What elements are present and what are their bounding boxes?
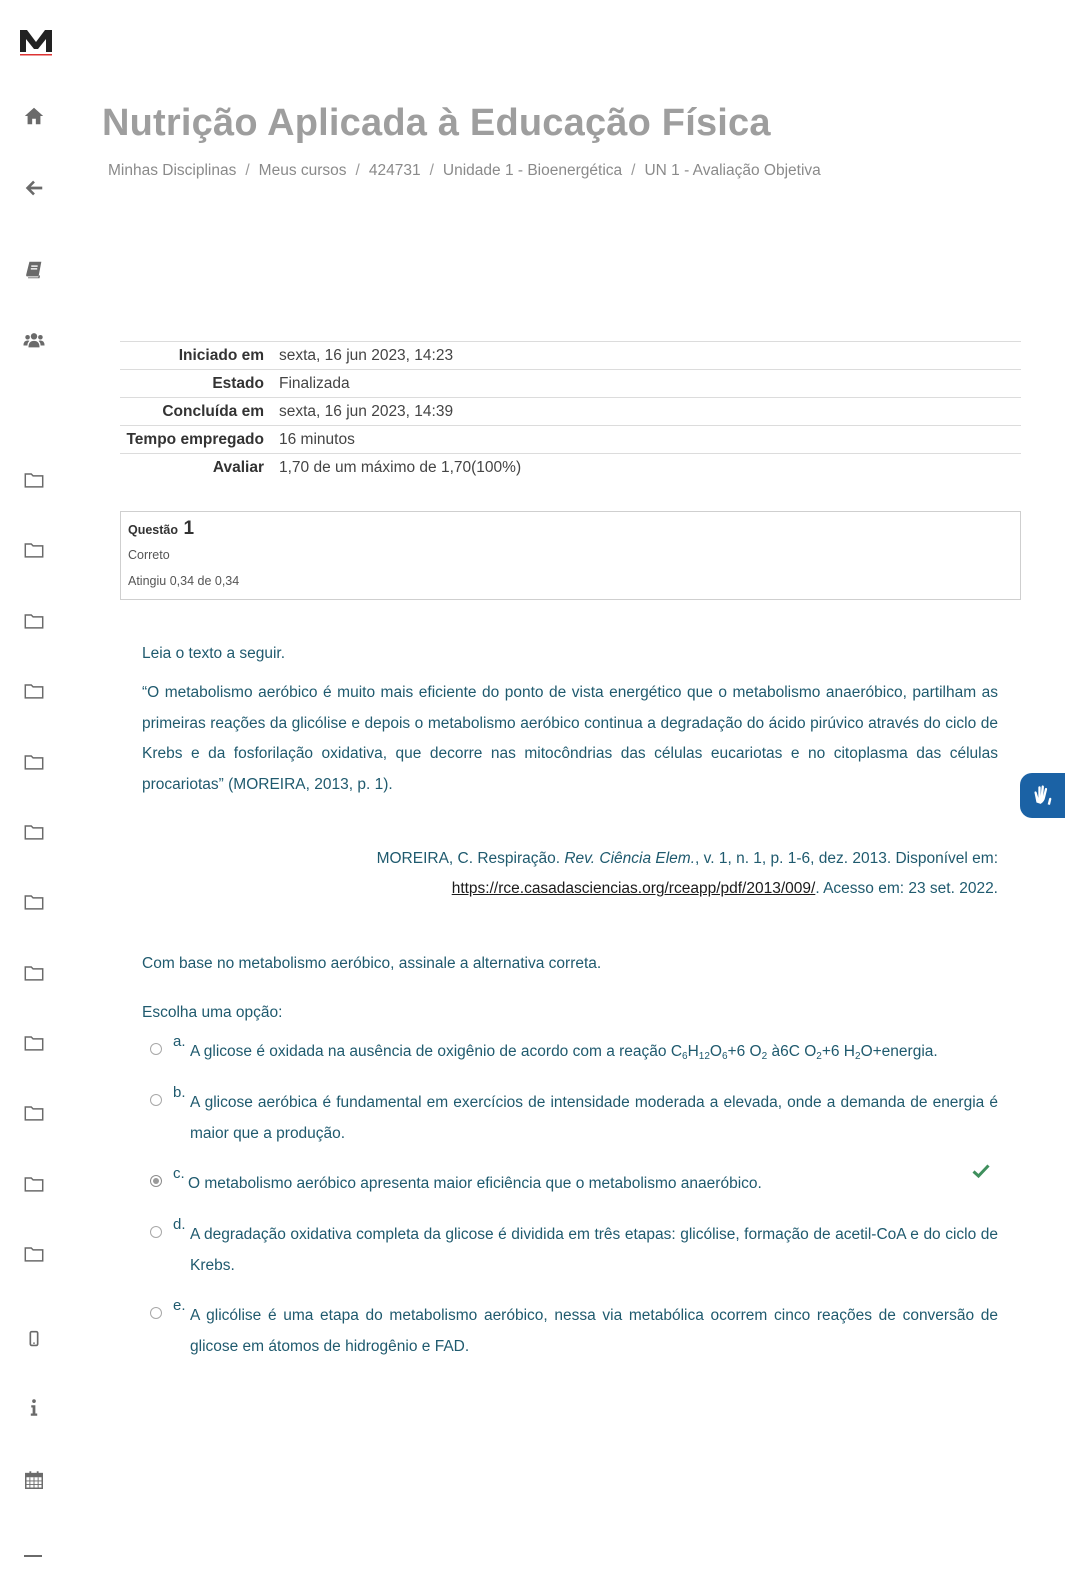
- summary-value: sexta, 16 jun 2023, 14:23: [279, 347, 454, 364]
- question-number-value: 1: [183, 518, 195, 539]
- calendar-icon[interactable]: [22, 1468, 46, 1492]
- page-title: Nutrição Aplicada à Educação Física: [102, 102, 771, 144]
- sidebar: [0, 0, 70, 1571]
- summary-value: Finalizada: [279, 375, 350, 392]
- summary-row: [120, 370, 1021, 398]
- home-icon[interactable]: [22, 104, 46, 128]
- question-grade: Atingiu 0,34 de 0,34: [128, 574, 240, 588]
- summary-value: 16 minutos: [279, 431, 355, 448]
- folder-icon[interactable]: [22, 468, 46, 492]
- question-prompt: Com base no metabolismo aeróbico, assinale a alternativa correta.: [142, 955, 602, 972]
- correct-check-icon: [972, 1163, 990, 1179]
- summary-row: [120, 398, 1021, 426]
- folder-icon[interactable]: [22, 1031, 46, 1055]
- option-text: A glicose aeróbica é fundamental em exercícios de intensidade moderada a elevada, onde a demanda de energia é maior que a produção.: [190, 1094, 998, 1142]
- summary-row: [120, 426, 1021, 454]
- option-text: A glicólise é uma etapa do metabolismo aeróbico, nessa via metabólica ocorrem cinco reações de conversão de glicose em átomos de hidrogênio e FAD.: [190, 1307, 998, 1355]
- folder-icon[interactable]: [22, 538, 46, 562]
- option-letter: c.: [173, 1165, 185, 1182]
- option-letter: d.: [173, 1216, 186, 1233]
- breadcrumb-separator: /: [631, 162, 636, 179]
- summary-label: Estado: [212, 375, 264, 392]
- reference-prefix: MOREIRA, C. Respiração.: [376, 850, 565, 867]
- mobile-icon[interactable]: [22, 1327, 46, 1351]
- breadcrumb-item-avaliacao[interactable]: UN 1 - Avaliação Objetiva: [644, 162, 821, 179]
- attempt-summary-table: [120, 341, 1021, 481]
- breadcrumb-item-disciplinas[interactable]: Minhas Disciplinas: [108, 162, 237, 179]
- radio-button-selected[interactable]: [150, 1175, 162, 1187]
- radio-button[interactable]: [150, 1094, 162, 1106]
- breadcrumb-separator: /: [355, 162, 360, 179]
- question-intro: Leia o texto a seguir.: [142, 645, 286, 662]
- choose-label: Escolha uma opção:: [142, 1004, 283, 1021]
- summary-label: Concluída em: [162, 403, 264, 420]
- book-icon[interactable]: [22, 258, 46, 282]
- users-icon[interactable]: [22, 328, 46, 352]
- summary-row: [120, 454, 1021, 482]
- reference-suffix: . Acesso em: 23 set. 2022.: [815, 880, 998, 897]
- folder-icon[interactable]: [22, 679, 46, 703]
- breadcrumb-item-cursos[interactable]: Meus cursos: [258, 162, 347, 179]
- summary-value: 1,70 de um máximo de 1,70(100%): [279, 459, 522, 476]
- reference: [298, 844, 998, 904]
- folder-icon[interactable]: [22, 890, 46, 914]
- folder-icon[interactable]: [22, 609, 46, 633]
- radio-button[interactable]: [150, 1043, 162, 1055]
- option-letter: b.: [173, 1084, 186, 1101]
- question-quote: “O metabolismo aeróbico é muito mais eficiente do ponto de vista energético que o metabolismo anaeróbico, partilham as primeiras reações da glicólise e depois o metabolismo aeróbico continua a degradação do ácido pirúvico através do ciclo de Krebs e da fosforilação oxidativa, que decorre nas mitocôndrias das células eucariotas e no citoplasma das células procariotas” (MOREIRA, 2013, p. 1).: [142, 684, 998, 793]
- reference-journal: Rev. Ciência Elem.: [564, 850, 696, 867]
- question-number: [128, 518, 194, 540]
- question-info-box: [120, 511, 1021, 600]
- folder-icon[interactable]: [22, 1101, 46, 1125]
- arrow-left-icon[interactable]: [22, 176, 46, 200]
- radio-button[interactable]: [150, 1307, 162, 1319]
- question-label: Questão: [128, 523, 179, 537]
- option-text: A degradação oxidativa completa da glicose é dividida em três etapas: glicólise, formação de acetil-CoA e do ciclo de Krebs.: [190, 1226, 998, 1274]
- question-state: Correto: [128, 548, 170, 562]
- radio-button[interactable]: [150, 1226, 162, 1238]
- folder-icon[interactable]: [22, 750, 46, 774]
- summary-row: [120, 342, 1021, 370]
- option-text: A glicose é oxidada na ausência de oxigênio de acordo com a reação $C_6H_{12}O_6+6$ $O_2$ à6C $O_2+6$ $H_2O+energia$.: [190, 1043, 938, 1062]
- breadcrumb-item-course-code[interactable]: 424731: [368, 162, 421, 179]
- logo-icon[interactable]: [18, 26, 54, 56]
- summary-label: Tempo empregado: [126, 431, 264, 448]
- summary-label: Iniciado em: [178, 347, 264, 364]
- info-icon[interactable]: [22, 1396, 46, 1420]
- breadcrumb-item-unidade[interactable]: Unidade 1 - Bioenergética: [442, 162, 623, 179]
- summary-label: Avaliar: [212, 459, 264, 476]
- folder-icon[interactable]: [22, 1172, 46, 1196]
- reference-link[interactable]: https://rce.casadasciencias.org/rceapp/pdf/2013/009/: [451, 880, 816, 897]
- folder-icon[interactable]: [22, 1242, 46, 1266]
- option-text: O metabolismo aeróbico apresenta maior eficiência que o metabolismo anaeróbico.: [188, 1175, 762, 1192]
- option-letter: e.: [173, 1297, 186, 1314]
- summary-value: sexta, 16 jun 2023, 14:39: [279, 403, 454, 420]
- sign-language-icon[interactable]: [1020, 773, 1065, 818]
- more-icon[interactable]: [24, 1555, 42, 1557]
- folder-icon[interactable]: [22, 961, 46, 985]
- breadcrumb-separator: /: [245, 162, 250, 179]
- folder-icon[interactable]: [22, 820, 46, 844]
- option-letter: a.: [173, 1033, 186, 1050]
- breadcrumb: [108, 162, 821, 180]
- breadcrumb-separator: /: [429, 162, 434, 179]
- reference-details: , v. 1, n. 1, p. 1-6, dez. 2013. Disponível em:: [695, 850, 998, 867]
